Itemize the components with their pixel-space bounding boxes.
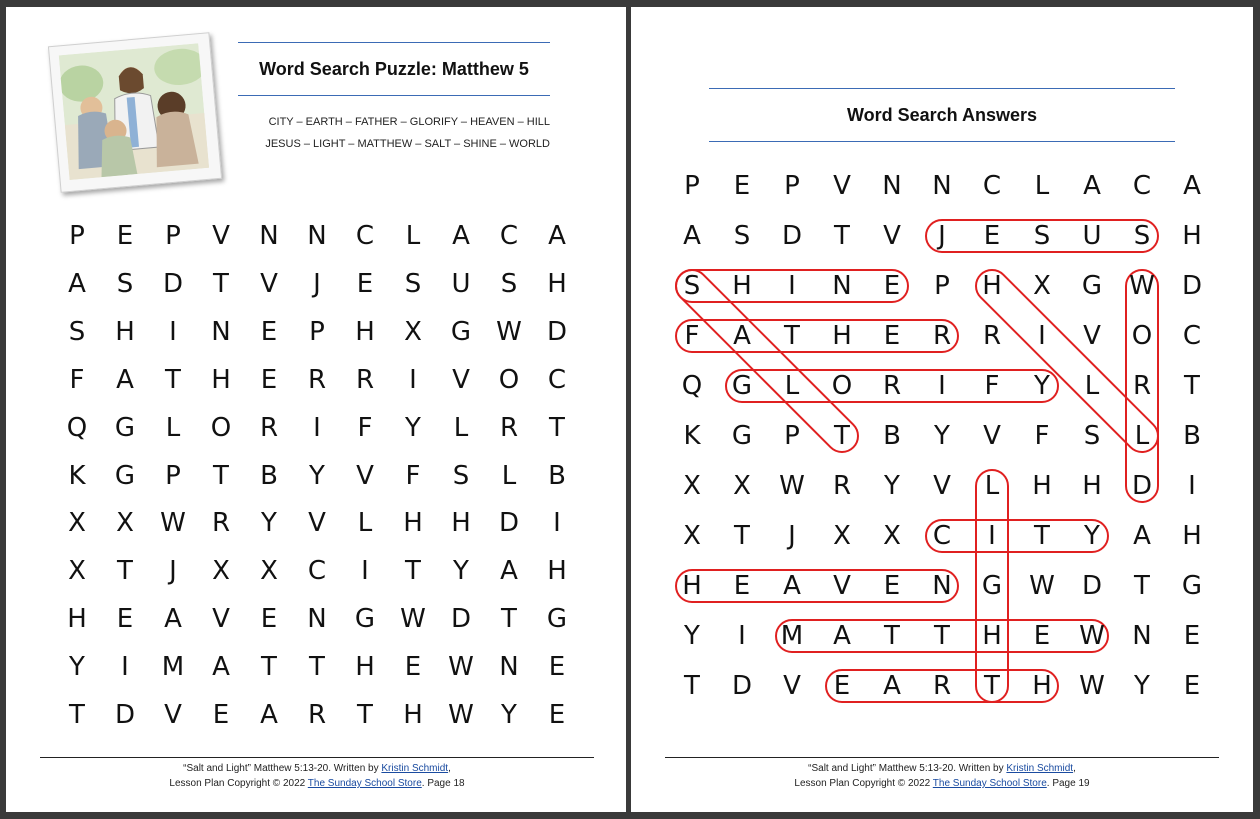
grid-letter: G [450,316,472,347]
grid-letter: I [313,412,321,443]
grid-letter: T [69,700,85,730]
grid-letter: W [1079,621,1105,651]
grid-letter: X [404,316,422,347]
word-list-line-2: JESUS – LIGHT – MATTHEW – SALT – SHINE – WORLD [265,138,550,150]
grid-letter: G [981,571,1003,601]
grid-letter: E [260,604,278,635]
grid-letter: I [988,521,996,551]
grid-letter: T [405,556,421,587]
grid-letter: T [501,604,517,635]
grid-letter: S [500,268,518,299]
grid-letter: C [355,221,375,251]
footer-copyright-text: Lesson Plan Copyright © 2022 [794,778,933,789]
grid-letter: S [683,271,701,301]
grid-letter: X [68,556,86,587]
grid-letter: H [1032,671,1052,701]
grid-letter: P [165,460,181,491]
grid-letter: T [834,421,850,451]
grid-letter: Y [1134,671,1150,701]
grid-letter: N [211,316,231,347]
grid-letter: V [883,221,901,251]
grid-letter: G [546,604,568,635]
grid-letter: W [448,700,474,730]
grid-letter: C [547,364,567,395]
grid-letter: Y [934,421,950,451]
grid-letter: R [1132,371,1152,401]
footer-credit-text: “Salt and Light” Matthew 5:13-20. Written by [183,763,382,774]
grid-letter: W [779,471,805,501]
footer-page-number: . Page 19 [1046,778,1090,789]
grid-letter: H [451,508,471,539]
footer-punctuation: , [1073,763,1076,774]
grid-letter: L [784,371,800,401]
grid-letter: U [451,268,471,299]
grid-letter: H [547,268,567,299]
grid-letter: Q [66,412,88,443]
grid-letter: V [933,471,951,501]
grid-letter: L [501,460,517,491]
grid-letter: Y [405,412,421,443]
grid-letter: T [834,221,850,251]
grid-letter: Y [1034,371,1050,401]
grid-letter: R [499,412,519,443]
grid-letter: S [116,268,134,299]
grid-letter: G [114,460,136,491]
grid-letter: F [1034,421,1050,451]
grid-letter: T [1134,571,1150,601]
grid-letter: H [355,652,375,683]
footer-line-2 [665,776,1219,791]
grid-letter: X [833,521,851,551]
grid-letter: V [308,508,326,539]
grid-letter: I [788,271,796,301]
grid-letter: E [983,221,1001,251]
grid-letter: V [356,460,374,491]
grid-letter: H [1182,221,1202,251]
footer-page-number: . Page 18 [421,778,465,789]
store-link[interactable]: The Sunday School Store [932,778,1047,789]
grid-letter: G [114,412,136,443]
grid-letter: H [355,316,375,347]
grid-letter: R [882,371,902,401]
grid-letter: S [1033,221,1051,251]
grid-letter: X [733,471,751,501]
grid-letter: E [404,652,422,683]
grid-letter: E [1033,621,1051,651]
grid-letter: E [733,171,751,201]
grid-letter: G [1081,271,1103,301]
grid-letter: O [498,364,520,395]
grid-letter: B [548,460,566,491]
grid-letter: E [548,700,566,730]
grid-letter: D [1181,271,1203,301]
grid-letter: A [1183,171,1201,201]
left-page [6,7,626,812]
footer-line-1 [665,761,1219,776]
grid-letter: N [499,652,519,683]
grid-letter: Y [261,508,277,539]
grid-letter: Y [684,621,700,651]
grid-letter: Y [69,652,85,683]
grid-letter: A [683,221,701,251]
grid-letter: L [453,412,469,443]
grid-letter: N [259,221,279,251]
right-page [631,7,1253,812]
grid-letter: C [307,556,327,587]
word-list [238,111,550,155]
grid-letter: W [160,508,186,539]
grid-letter: S [404,268,422,299]
grid-letter: D [114,700,136,730]
grid-letter: F [984,371,1000,401]
author-link[interactable]: Kristin Schmidt [381,763,449,774]
footer-divider [40,757,594,758]
grid-letter: E [548,652,566,683]
grid-letter: T [261,652,277,683]
grid-letter: O [831,371,853,401]
grid-letter: A [548,221,566,251]
grid-letter: P [784,421,800,451]
grid-letter: G [731,421,753,451]
grid-letter: O [1131,321,1153,351]
grid-letter: A [212,652,230,683]
grid-letter: A [733,321,751,351]
grid-letter: R [307,700,327,730]
grid-letter: H [1082,471,1102,501]
grid-letter: I [361,556,369,587]
grid-letter: T [117,556,133,587]
grid-letter: X [1033,271,1051,301]
grid-letter: B [260,460,278,491]
grid-letter: G [1181,571,1203,601]
grid-letter: P [165,221,181,251]
grid-letter: R [832,471,852,501]
grid-letter: C [932,521,952,551]
grid-letter: L [984,471,1000,501]
grid-letter: E [1183,621,1201,651]
grid-letter: S [1083,421,1101,451]
grid-letter: T [549,412,565,443]
grid-letter: R [982,321,1002,351]
grid-letter: I [553,508,561,539]
grid-letter: X [68,508,86,539]
grid-letter: E [212,700,230,730]
grid-letter: C [1132,171,1152,201]
grid-letter: L [165,412,181,443]
grid-letter: V [833,571,851,601]
answers-title: Word Search Answers [709,88,1175,142]
grid-letter: R [355,364,375,395]
grid-letter: D [781,221,803,251]
grid-letter: T [357,700,373,730]
page-footer [40,761,594,791]
grid-letter: H [403,508,423,539]
grid-letter: T [984,671,1000,701]
grid-letter: D [1131,471,1153,501]
grid-letter: W [1029,571,1055,601]
grid-letter: A [164,604,182,635]
grid-letter: R [932,321,952,351]
grid-letter: N [1132,621,1152,651]
grid-letter: M [780,621,804,651]
grid-letter: A [1133,521,1151,551]
word-list-line-1: CITY – EARTH – FATHER – GLORIFY – HEAVEN – HILL [268,116,550,128]
grid-letter: P [934,271,950,301]
grid-letter: T [213,460,229,491]
grid-letter: G [731,371,753,401]
grid-letter: W [1079,671,1105,701]
grid-letter: H [67,604,87,635]
grid-letter: N [932,171,952,201]
grid-letter: D [731,671,753,701]
grid-letter: H [547,556,567,587]
grid-letter: P [784,171,800,201]
grid-letter: A [833,621,851,651]
grid-letter: H [832,321,852,351]
author-link[interactable]: Kristin Schmidt [1006,763,1074,774]
grid-letter: A [883,671,901,701]
grid-letter: V [783,671,801,701]
grid-letter: J [169,556,177,587]
grid-letter: E [260,316,278,347]
grid-letter: H [1182,521,1202,551]
grid-letter: B [1183,421,1201,451]
grid-letter: H [115,316,135,347]
grid-letter: E [260,364,278,395]
grid-letter: I [1188,471,1196,501]
grid-letter: H [732,271,752,301]
grid-letter: T [884,621,900,651]
grid-letter: T [309,652,325,683]
grid-letter: D [162,268,184,299]
grid-letter: E [883,571,901,601]
grid-letter: L [357,508,373,539]
grid-letter: E [883,271,901,301]
grid-letter: C [499,221,519,251]
page-footer [665,761,1219,791]
footer-line-1 [40,761,594,776]
jesus-teaching-illustration [48,32,222,193]
grid-letter: Y [309,460,325,491]
grid-letter: A [783,571,801,601]
grid-letter: P [309,316,325,347]
grid-letter: Y [453,556,469,587]
grid-letter: A [260,700,278,730]
grid-letter: X [116,508,134,539]
grid-letter: Y [501,700,517,730]
grid-letter: T [1184,371,1200,401]
footer-credit-text: “Salt and Light” Matthew 5:13-20. Written by [808,763,1007,774]
grid-letter: W [496,316,522,347]
grid-letter: N [882,171,902,201]
grid-letter: E [116,604,134,635]
grid-letter: M [161,652,185,683]
grid-letter: A [452,221,470,251]
grid-letter: R [307,364,327,395]
grid-letter: E [1183,671,1201,701]
grid-letter: F [684,321,700,351]
grid-letter: E [356,268,374,299]
grid-letter: L [1134,421,1150,451]
grid-letter: I [738,621,746,651]
grid-letter: I [169,316,177,347]
footer-line-2 [40,776,594,791]
grid-letter: I [121,652,129,683]
grid-letter: X [683,471,701,501]
grid-letter: H [1032,471,1052,501]
grid-letter: T [165,364,181,395]
grid-letter: N [307,221,327,251]
grid-letter: K [68,460,86,491]
grid-letter: V [212,221,230,251]
grid-letter: R [932,671,952,701]
grid-letter: R [211,508,231,539]
grid-letter: T [784,321,800,351]
grid-letter: H [403,700,423,730]
grid-letter: W [400,604,426,635]
grid-letter: V [212,604,230,635]
grid-letter: C [1182,321,1202,351]
grid-letter: H [682,571,702,601]
grid-letter: S [1133,221,1151,251]
answer-circle-heaven [676,570,958,602]
footer-punctuation: , [448,763,451,774]
grid-letter: N [832,271,852,301]
grid-letter: E [116,221,134,251]
grid-letter: H [982,621,1002,651]
grid-letter: A [116,364,134,395]
grid-letter: B [883,421,901,451]
grid-letter: I [1038,321,1046,351]
grid-letter: A [68,268,86,299]
grid-letter: S [68,316,86,347]
grid-letter: Y [1084,521,1100,551]
footer-divider [665,757,1219,758]
grid-letter: A [1083,171,1101,201]
grid-letter: J [938,221,946,251]
grid-letter: U [1082,221,1102,251]
grid-letter: N [932,571,952,601]
grid-letter: V [983,421,1001,451]
grid-letter: X [212,556,230,587]
grid-letter: F [405,460,421,491]
grid-letter: S [452,460,470,491]
grid-letter: T [734,521,750,551]
grid-letter: Q [681,371,703,401]
grid-letter: V [452,364,470,395]
grid-letter: V [164,700,182,730]
grid-letter: P [69,221,85,251]
grid-letter: X [683,521,701,551]
grid-letter: X [260,556,278,587]
grid-letter: K [683,421,701,451]
grid-letter: D [498,508,520,539]
grid-letter: N [307,604,327,635]
grid-letter: W [448,652,474,683]
grid-letter: P [684,171,700,201]
grid-letter: T [1034,521,1050,551]
grid-letter: S [733,221,751,251]
grid-letter: D [546,316,568,347]
grid-letter: I [409,364,417,395]
grid-letter: V [1083,321,1101,351]
grid-letter: L [1034,171,1050,201]
grid-letter: L [1084,371,1100,401]
grid-letter: R [259,412,279,443]
grid-letter: G [354,604,376,635]
grid-letter: J [788,521,796,551]
grid-letter: T [684,671,700,701]
grid-letter: F [357,412,373,443]
grid-letter: H [982,271,1002,301]
grid-letter: D [1081,571,1103,601]
grid-letter: D [450,604,472,635]
grid-letter: C [982,171,1002,201]
grid-letter: J [313,268,321,299]
grid-letter: F [69,364,85,395]
grid-letter: E [733,571,751,601]
grid-letter: T [934,621,950,651]
grid-letter: W [1129,271,1155,301]
grid-letter: O [210,412,232,443]
grid-letter: I [938,371,946,401]
grid-letter: T [213,268,229,299]
grid-letter: V [260,268,278,299]
answer-circle-father [676,320,958,352]
grid-letter: E [833,671,851,701]
grid-letter: Y [884,471,900,501]
grid-letter: E [883,321,901,351]
grid-letter: H [211,364,231,395]
footer-copyright-text: Lesson Plan Copyright © 2022 [169,778,308,789]
grid-letter: X [883,521,901,551]
grid-letter: V [833,171,851,201]
grid-letter: L [405,221,421,251]
grid-letter: A [500,556,518,587]
store-link[interactable]: The Sunday School Store [307,778,422,789]
puzzle-title: Word Search Puzzle: Matthew 5 [238,42,550,96]
